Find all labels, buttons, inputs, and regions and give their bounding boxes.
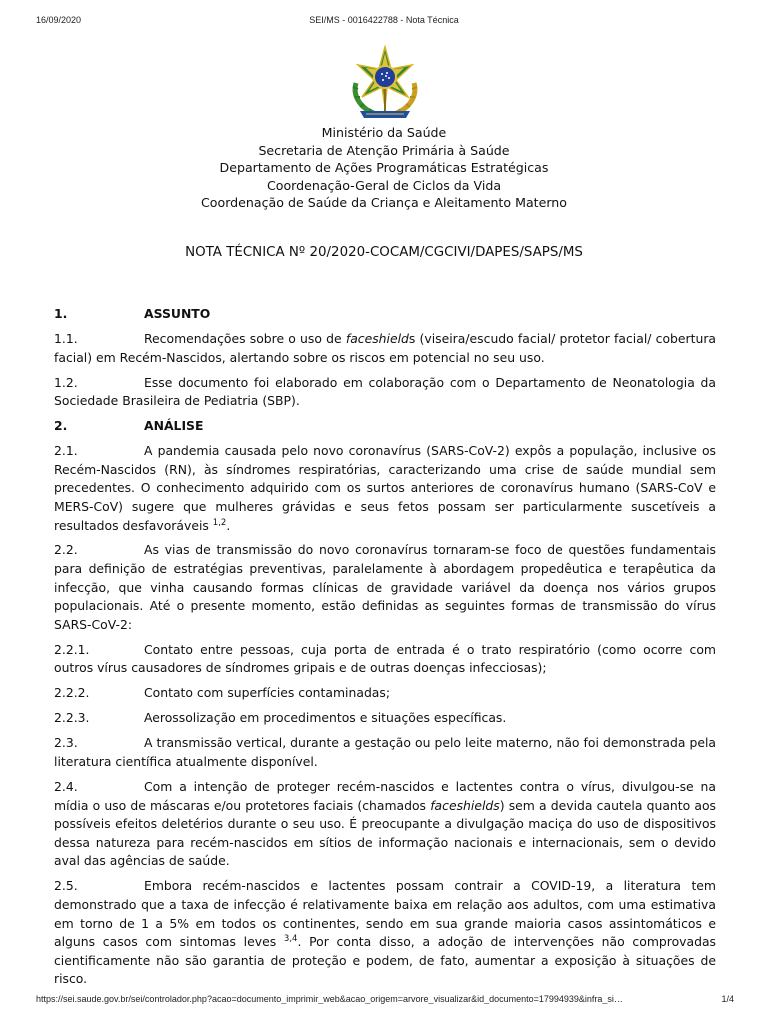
section-number: 1. xyxy=(54,306,68,321)
paragraph-text: Aerossolização em procedimentos e situações específicas. xyxy=(144,710,507,726)
section-title: ANÁLISE xyxy=(144,418,204,434)
paragraph-number: 2.5. xyxy=(54,878,78,894)
paragraph-italic: faceshield xyxy=(345,330,409,346)
print-url: https://sei.saude.gov.br/sei/controlador.php?acao=documento_imprimir_web&acao_origem=arvore_visualizar&id_documento=17994939&infra_si… xyxy=(36,994,623,1004)
section-heading xyxy=(54,417,716,436)
paragraph-number: 2.3. xyxy=(54,735,78,751)
paragraph-text: . xyxy=(226,517,231,533)
paragraph xyxy=(54,877,716,989)
paragraph-text: A pandemia causada pelo novo coronavírus (SARS-CoV-2) expôs a população, inclusive os Recém-Nascidos (RN), às síndromes respiratórias, caracterizando uma crise de saúde mundial sem precedentes. O conhecimento adquirido com os surtos anteriores de coronavírus humano (SARS-CoV e MERS-CoV) sugere que mulheres grávidas e seus fetos possam ser particularmente suscetíveis a resultados desfavoráveis xyxy=(54,443,716,533)
paragraph xyxy=(54,442,716,535)
paragraph-text: Contato com superfícies contaminadas; xyxy=(144,685,391,701)
paragraph-text: . Por conta disso, a adoção de intervenções não comprovadas cientificamente não são garantia de proteção e podem, de fato, aumentar a exposição à situações de risco. xyxy=(54,934,717,987)
paragraph xyxy=(54,734,716,771)
paragraph-number: 2.2. xyxy=(54,542,78,558)
institution-coordination: Coordenação de Saúde da Criança e Aleitamento Materno xyxy=(201,195,567,211)
paragraph xyxy=(54,709,716,728)
paragraph-text: Recomendações sobre o uso de xyxy=(144,330,346,346)
paragraph-text: A transmissão vertical, durante a gestação ou pelo leite materno, não foi demonstrada pela literatura científica atualmente disponível. xyxy=(54,735,716,769)
paragraph-number: 1.2. xyxy=(54,374,78,390)
institution-general-coordination: Coordenação-Geral de Ciclos da Vida xyxy=(266,177,502,193)
paragraph-number: 1.1. xyxy=(54,330,78,346)
paragraph xyxy=(54,778,716,871)
paragraph xyxy=(54,684,716,703)
brazil-coat-of-arms-icon xyxy=(346,45,424,120)
paragraph-italic: faceshields xyxy=(430,797,500,813)
paragraph-number: 2.1. xyxy=(54,443,78,459)
section-number: 2. xyxy=(54,418,68,434)
paragraph-number: 2.2.1. xyxy=(54,641,90,657)
citation-reference: 3,4 xyxy=(283,934,298,945)
paragraph-text: ) sem a devida cautela quanto aos possíveis efeitos deletérios durante o seu uso. É preocupante a divulgação maciça do uso de dispositivos dessa natureza para recém-nascidos em sítios de informação nacionais e internacionais, sem o devido aval das agências de saúde. xyxy=(54,797,716,869)
section-heading xyxy=(54,305,716,324)
paragraph-number: 2.4. xyxy=(54,778,78,794)
paragraph-text: Esse documento foi elaborado em colaboração com o Departamento de Neonatologia da Sociedade Brasileira de Pediatria (SBP). xyxy=(54,374,716,409)
paragraph xyxy=(54,330,716,367)
print-date: 16/09/2020 xyxy=(36,15,82,25)
paragraph-text: Embora recém-nascidos e lactentes possam contrair a COVID-19, a literatura tem demonstrado que a taxa de infecção é relativamente baixa em relação aos adultos, com uma estimativa em torno de 1 a 5% em todos os continentes, sendo em sua grande maioria casos assintomáticos e alguns casos com sintomas leves xyxy=(54,878,716,950)
paragraph-text: As vias de transmissão do novo coronavírus tornaram-se foco de questões fundamentais para definição de estratégias preventivas, paralelamente à abordagem propedêutica e terapêutica da infecção, que vinha causando formas clínicas de gravidade variável da doença nos vários grupos populacionais. Até o presente momento, estão definidas as seguintes formas de transmissão do vírus SARS-CoV-2: xyxy=(54,542,716,632)
paragraph-number: 2.2.3. xyxy=(54,710,90,726)
paragraph-number: 2.2.2. xyxy=(54,685,90,701)
print-header xyxy=(0,15,768,29)
paragraph-text: Contato entre pessoas, cuja porta de entrada é o trato respiratório (como ocorre com outros vírus causadores de síndromes gripais e de outras doenças infecciosas); xyxy=(54,641,716,676)
institution-department: Departamento de Ações Programáticas Estratégicas xyxy=(219,160,549,176)
institution-block xyxy=(0,124,768,212)
paragraph xyxy=(54,541,716,634)
paragraph xyxy=(54,374,716,411)
page-number: 1/4 xyxy=(721,994,734,1004)
paragraph-text: Com a intenção de proteger recém-nascidos e lactentes contra o vírus, divulgou-se na mídia o uso de máscaras e/ou protetores faciais (chamados xyxy=(54,778,716,813)
print-doc-title: SEI/MS - 0016422788 - Nota Técnica xyxy=(309,15,459,25)
citation-reference: 1,2 xyxy=(212,517,227,528)
print-footer xyxy=(0,994,768,1008)
section-title: ASSUNTO xyxy=(144,306,211,321)
paragraph xyxy=(54,641,716,678)
document-title: NOTA TÉCNICA Nº 20/2020-COCAM/CGCIVI/DAPES/SAPS/MS xyxy=(185,245,583,260)
document-body xyxy=(54,305,716,995)
institution-secretariat: Secretaria de Atenção Primária à Saúde xyxy=(258,142,510,158)
paragraph-text: s (viseira/escudo facial/ protetor facial/ cobertura facial) em Recém-Nascidos, alertando sobre os riscos em potencial no seu uso. xyxy=(54,330,717,365)
institution-ministry: Ministério da Saúde xyxy=(321,125,447,140)
